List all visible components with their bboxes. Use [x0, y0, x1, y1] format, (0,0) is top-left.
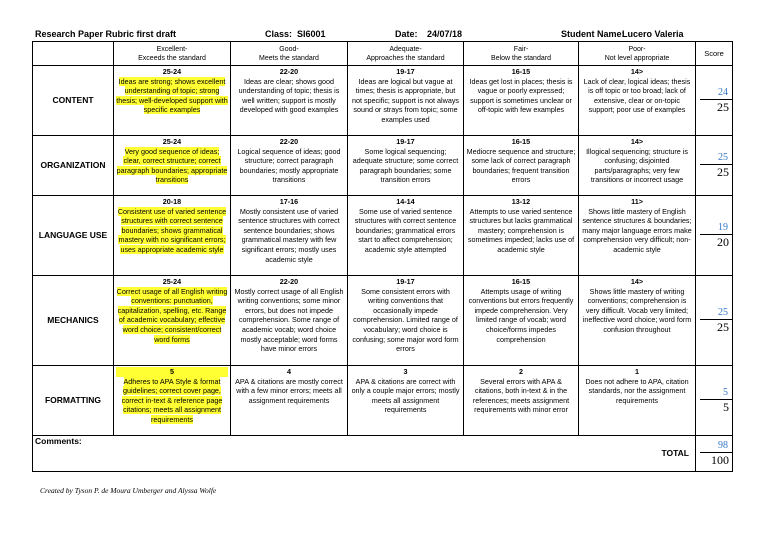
rubric-cell: 20-18 Consistent use of varied sentence structures with correct sentence boundaries; shows grammatical mastery with no significant errors; uses appropriate academic style [114, 196, 231, 276]
rubric-cell: 19-17 Some logical sequencing; adequate structure; some correct paragraph boundaries; some transition errors [348, 136, 464, 196]
score-cell [696, 366, 733, 436]
rubric-row-mechanics [33, 276, 733, 366]
rubric-cell: 22-20 Logical sequence of ideas; good structure; correct paragraph boundaries; mostly appropriate transitions [231, 136, 348, 196]
selected-descriptor: Adheres to APA Style & format guidelines; correct cover page, correct in-text & reference page citations; meets all assignment requirements [121, 376, 223, 424]
awarded-score: 5 [700, 387, 732, 400]
date-value: 24/07/18 [427, 29, 463, 39]
class-label: Class: [265, 29, 293, 39]
category-label: MECHANICS [33, 276, 114, 366]
column-header-good: Good- Meets the standard [231, 42, 348, 66]
total-score-cell [696, 436, 733, 472]
rubric-cell: 14> Lack of clear, logical ideas; thesis is off topic or too broad; lack of extensive, clear or on-topic support; poor use of examples [579, 66, 696, 136]
rubric-title: Research Paper Rubric first draft [35, 29, 177, 39]
max-score: 20 [717, 235, 729, 249]
rubric-cell: 4 APA & citations are mostly correct with a few minor errors; meets all assignment requirements [231, 366, 348, 436]
rubric-row-language-use [33, 196, 733, 276]
awarded-score: 25 [700, 152, 732, 165]
rubric-cell: 5 Adheres to APA Style & format guidelines; correct cover page, correct in-text & reference page citations; meets all assignment requirements [114, 366, 231, 436]
rubric-cell: 14-14 Some use of varied sentence structures with correct sentence boundaries; grammatical errors start to affect comprehension; academic style attempted [348, 196, 464, 276]
student-name-value: Lucero Valeria [622, 29, 684, 39]
rubric-table [32, 41, 733, 472]
score-cell [696, 276, 733, 366]
rubric-cell: 3 APA & citations are correct with only a couple major errors; mostly meets all assignment requirements [348, 366, 464, 436]
rubric-cell: 14> Shows little mastery of writing conventions; comprehension is very difficult. Vocab very limited; ineffective word choice; word form confusion throughout [579, 276, 696, 366]
rubric-row-organization [33, 136, 733, 196]
awarded-score: 25 [700, 307, 732, 320]
rubric-cell: 2 Several errors with APA & citations, both in-text & in the references; meets assignment requirements with minor error [464, 366, 579, 436]
column-header-row [33, 42, 733, 66]
total-max-score: 100 [711, 453, 729, 467]
awarded-score: 24 [700, 87, 732, 100]
rubric-cell: 13-12 Attempts to use varied sentence structures but lacks grammatical mastery; comprehension is sometimes impeded; lacks use of academic style [464, 196, 579, 276]
max-score: 25 [717, 100, 729, 114]
column-header-excellent: Excellent- Exceeds the standard [114, 42, 231, 66]
selected-descriptor: Ideas are strong; shows excellent understanding of topic; strong thesis; well-developed support with specific examples [116, 76, 228, 115]
comments-row [33, 436, 733, 472]
rubric-cell: 25-24 Ideas are strong; shows excellent understanding of topic; strong thesis; well-developed support with specific examples [114, 66, 231, 136]
score-cell [696, 66, 733, 136]
column-header-adequate: Adequate- Approaches the standard [348, 42, 464, 66]
column-header-fair: Fair- Below the standard [464, 42, 579, 66]
selected-descriptor: Very good sequence of ideas; clear, correct structure; correct paragraph boundaries; appropriate transitions [116, 146, 228, 185]
student-name-label: Student Name: [561, 29, 625, 39]
rubric-cell: 14> Illogical sequencing; structure is confusing; disjointed parts/paragraphs; very few transitions or incorrect usage [579, 136, 696, 196]
rubric-cell: 22-20 Ideas are clear; shows good understanding of topic; thesis is well written; support is mostly developed with good examples [231, 66, 348, 136]
credit-line: Created by Tyson P. de Moura Umberger and Alyssa Wolfe [40, 486, 217, 495]
rubric-cell: 19-17 Ideas are logical but vague at times; thesis is appropriate, but not specific; support is not always sound or strays from topic; some examples used [348, 66, 464, 136]
total-label: TOTAL [579, 436, 696, 472]
max-score: 25 [717, 165, 729, 179]
rubric-row-content [33, 66, 733, 136]
date-label: Date: [395, 29, 418, 39]
category-label: LANGUAGE USE [33, 196, 114, 276]
rubric-cell: 11> Shows little mastery of English sentence structures & boundaries; many major language errors make comprehension very difficult; non-academic style [579, 196, 696, 276]
rubric-cell: 1 Does not adhere to APA, citation standards, nor the assignment requirements [579, 366, 696, 436]
rubric-cell: 25-24 Very good sequence of ideas; clear, correct structure; correct paragraph boundaries; appropriate transitions [114, 136, 231, 196]
rubric-cell: 16-15 Ideas get lost in places; thesis is vague or poorly expressed; support is sometimes unclear or off-topic with few examples [464, 66, 579, 136]
awarded-score: 19 [700, 222, 732, 235]
rubric-cell: 16-15 Mediocre sequence and structure; some lack of correct paragraph boundaries; frequent transition errors [464, 136, 579, 196]
max-score: 25 [717, 320, 729, 334]
selected-descriptor: Consistent use of varied sentence structures with correct sentence boundaries; shows grammatical mastery with no significant errors; uses appropriate academic style [117, 206, 227, 254]
rubric-cell: 19-17 Some consistent errors with writing conventions that occasionally impede comprehension. Limited range of vocabulary; word choice is confusing; some major word form errors [348, 276, 464, 366]
comments-label: Comments: [33, 436, 579, 472]
selected-descriptor: Correct usage of all English writing conventions: punctuation, capitalization, spelling, etc. Range of academic vocabulary; effective word choice; consistent/correct word forms [116, 286, 228, 344]
category-label: FORMATTING [33, 366, 114, 436]
category-label: ORGANIZATION [33, 136, 114, 196]
rubric-cell: 22-20 Mostly correct usage of all English writing conventions; some minor errors, but does not impede comprehension. Some range of academic vocab; word choice mostly acceptable; word forms have minor errors [231, 276, 348, 366]
max-score: 5 [723, 400, 729, 414]
class-value: SI6001 [297, 29, 326, 39]
category-label: CONTENT [33, 66, 114, 136]
total-score: 98 [700, 440, 732, 453]
rubric-cell: 17-16 Mostly consistent use of varied sentence structures with correct sentence boundaries; shows grammatical mastery with few significant errors; mostly uses academic style [231, 196, 348, 276]
rubric-cell: 25-24 Correct usage of all English writing conventions: punctuation, capitalization, spelling, etc. Range of academic vocabulary; effective word choice; consistent/correct word forms [114, 276, 231, 366]
rubric-cell: 16-15 Attempts usage of writing conventions but errors frequently impede comprehension. Very limited range of vocab; word choice/forms impedes comprehension [464, 276, 579, 366]
column-header-score: Score [696, 42, 733, 66]
score-cell [696, 196, 733, 276]
column-header-poor: Poor- Not level appropriate [579, 42, 696, 66]
corner-cell [33, 42, 114, 66]
score-cell [696, 136, 733, 196]
rubric-row-formatting [33, 366, 733, 436]
